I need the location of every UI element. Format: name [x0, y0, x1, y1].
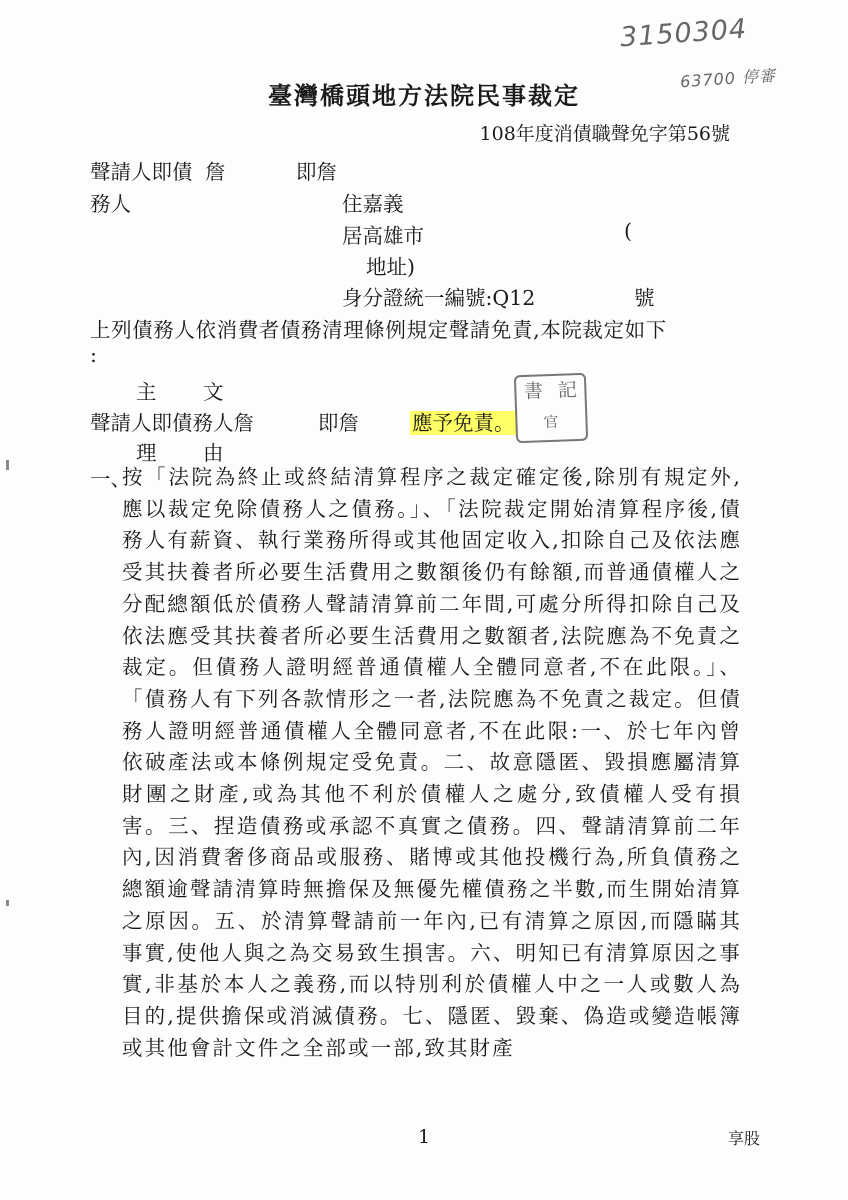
petitioner-name-2: 即詹	[296, 160, 337, 184]
seal-char-2: 記	[557, 379, 578, 402]
reason-number: 一、	[90, 467, 131, 491]
id-number-suffix: 號	[634, 286, 655, 310]
id-number-label: 身分證統一編號:Q12	[342, 286, 536, 310]
document-title: 臺灣橋頭地方法院民事裁定	[268, 81, 580, 110]
main-text-party: 聲請人即債務人詹	[90, 411, 254, 435]
address-residence: 居高雄市	[342, 224, 424, 248]
footer-mark: 享股	[727, 1129, 760, 1148]
main-text-result	[410, 406, 517, 436]
seal-char-3: 官	[543, 412, 560, 432]
address-domicile: 住嘉義	[342, 192, 404, 216]
scan-speck	[6, 900, 9, 906]
reason-body: 按「法院為終止或終結清算程序之裁定確定後,除別有規定外,應以裁定免除債務人之債務。」、「法院裁定開始清算程序後,債務人有薪資、執行業務所得或其他固定收入,扣除自己及依法應受其扶養者所必要生活費用之數額後仍有餘額,而普通債權人之分配總額低於債務人聲請清算前二年間,可處分所得扣除自己及依法應受其扶養者所必要生活費用之數額者,法院應為不免責之裁定。但債務人證明經普通債權人全體同意者,不在此限。」、「債務人有下列各款情形之一者,法院應為不免責之裁定。但債務人證明經普通債權人全體同意者,不在此限:一、於七年內曾依破產法或本條例規定受免責。二、故意隱匿、毀損應屬清算財團之財產,或為其他不利於債權人之處分,致債權人受有損害。三、捏造債務或承認不真實之債務。四、聲請清算前二年內,因消費奢侈商品或服務、賭博或其他投機行為,所負債務之總額逾聲請清算時無擔保及無優先權債務之半數,而生開始清算之原因。五、於清算聲請前一年內,已有清算之原因,而隱瞞其事實,使他人與之為交易致生損害。六、明知已有清算原因之事實,非基於本人之義務,而以特別利於債權人中之一人或數人為目的,提供擔保或消滅債務。七、隱匿、毀棄、偽造或變造帳簿或其他會計文件之全部或一部,致其財產	[122, 465, 742, 1060]
intro-colon: :	[90, 343, 97, 367]
handwritten-number: 3150304	[619, 13, 749, 54]
highlighted-result: 應予免責。	[412, 411, 515, 435]
reason-heading: 理 由	[136, 441, 244, 465]
clerk-seal	[514, 373, 588, 443]
scan-speck	[6, 460, 9, 470]
intro-statement: 上列債務人依消費者債務清理條例規定聲請免責,本院裁定如下	[90, 318, 667, 342]
petitioner-label-1: 聲請人即債	[90, 160, 193, 184]
address-paren: (	[624, 219, 632, 243]
main-heading: 主 文	[136, 380, 244, 404]
petitioner-label-2: 務人	[90, 192, 131, 216]
handwritten-note: 63700 停審	[679, 65, 777, 92]
seal-char-1: 書	[523, 380, 544, 403]
main-text-party-alias: 即詹	[318, 411, 359, 435]
address-note: 地址)	[366, 255, 415, 279]
petitioner-name-1: 詹	[205, 160, 226, 184]
case-number: 108年度消債職聲免字第56號	[479, 123, 730, 145]
page-number: 1	[417, 1126, 431, 1148]
